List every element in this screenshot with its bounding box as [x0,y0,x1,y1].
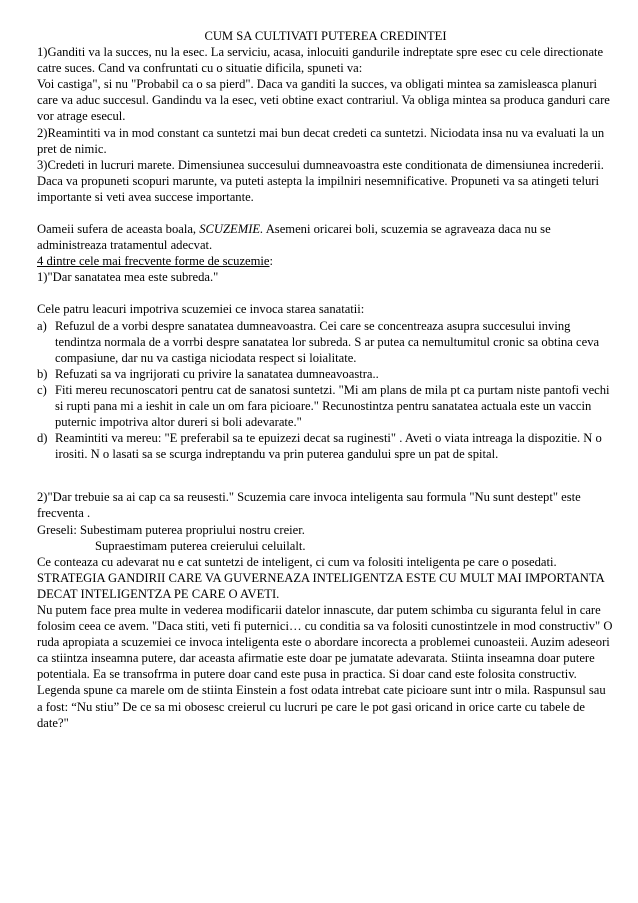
list-marker: c) [37,382,47,397]
list-item [37,382,614,430]
list-marker: a) [37,318,47,333]
spacer [37,285,614,301]
disease-word: SCUZEMIE. [199,222,264,237]
mistakes-line-2: Supraestimam puterea creierului celuilalt. [95,538,306,553]
strategy-paragraph: STRATEGIA GANDIRII CARE VA GUVERNEAZA INTELIGENTZA ESTE CU MULT MAI IMPORTANTA DECAT INTELIGENTZA PE CARE O AVETI. [37,570,604,601]
disease-paragraph [37,221,614,253]
intro-paragraph-4: 3)Credeti in lucruri marete. Dimensiunea succesului dumneavoastra este conditionata de dimensiunea increderii. Daca va propuneti scopuri marunte, va puteti astepta la impilniri nesemnificative. Propuneti va sa atingeti teluri importante si veti avea succese importante. [37,157,604,204]
einstein-legend-paragraph: Legenda spune ca marele om de stiinta Einstein a fost odata intrebat cate picioare sunt intr o mila. Raspunsul sau a fost: “Nu stiu” De ce sa mi obosesc creierul cu lucruri pe care le pot gasi oricand in orice carte cu tabele de date?" [37,683,606,730]
disease-text-after: Asemeni oricarei boli, scuzemia se agraveaza daca nu se administreaza tratamentul adecvat. [37,222,551,253]
list-item-text: Reamintiti va mereu: "E preferabil sa te epuizezi decat sa ruginesti" . Aveti o viata intreaga la dispozitie. N o irositi. N o lasati sa se scurga indreptandu va prin puterea gandului spre un pat de spital. [55,431,602,462]
intro-paragraph-1: 1)Ganditi va la succes, nu la esec. La serviciu, acasa, inlocuiti gandurile indreptate spre esec cu cele directionate catre suces. Cand va confruntati cu o situatie dificila, spuneti va: [37,45,604,76]
intro-paragraph-3: 2)Reamintiti va in mod constant ca suntetzi mai bun decat credeti ca suntetzi. Niciodata insa nu va evaluati la un pret de nimic. [37,125,605,156]
spacer [37,462,614,489]
mistakes-line-1: Greseli: Subestimam puterea propriului nostru creier. [37,522,305,537]
what-counts-paragraph: Ce conteaza cu adevarat nu e cat suntetzi de inteligent, ci cum va folositi inteligenta pe care o posedati. [37,554,557,569]
excuse-health: 1)"Dar sanatatea mea este subreda." [37,270,219,285]
intro-paragraph-2: Voi castiga", si nu "Probabil ca o sa pierd". Daca va ganditi la succes, va obligati mintea sa zamisleasca planuri care va aduc succesul. Gandindu va la esec, veti obtine exact contrariul. Va obliga mintea sa produca ganduri care vor atrage esecul. [37,77,610,124]
page-title: CUM SA CULTIVATI PUTEREA CREDINTEI [204,29,447,43]
knowledge-paragraph: Nu putem face prea multe in vederea modificarii datelor innascute, dar putem schimba cu siguranta felul in care folosim ceea ce avem. "Daca stiti, veti fi puternici… cu conditia sa va folositi cunostintzele in mod constructiv" O ruda apropiata a scuzemiei ce invoca inteligenta este o abordare incorecta a problemei cunoasteii. Auzim adeseori ca stiintza inseamna putere, dar aceasta afirmatie este doar pe jumatate adevarata. Stiinta inseamna doar putere potentiala. Ea se transofrma in putere doar cand este pusa in practica. Si doar cand este folosita constructiv. [37,603,613,682]
excuse-intelligence: 2)"Dar trebuie sa ai cap ca sa reusesti." Scuzemia care invoca inteligenta sau formula "Nu sunt destept" este frecventa . [37,490,581,521]
list-item [37,366,614,382]
list-item-text: Fiti mereu recunoscatori pentru cat de sanatosi suntetzi. "Mi am plans de mila pt ca purtam niste pantofi vechi si rupti pana mi a ieshit in cale un om fara picioare." Recunostintza pentru sanatatea actuala este un vaccin puternic impotriva altor dureri si boli adevarate." [55,382,610,430]
remedies-heading: Cele patru leacuri impotriva scuzemiei ce invoca starea sanatatii: [37,302,365,317]
list-item-text: Refuzati sa va ingrijorati cu privire la sanatatea dumneavoastra.. [55,366,379,381]
list-item-text: Refuzul de a vorbi despre sanatatea dumneavoastra. Cei care se concentreaza asupra succesului inving tendintza normala de a vorrbi despre sanatatea lor subreda. S ar putea ca nemultumitul cronic sa obtina ceva compasiune, dar nu va castiga niciodata respect si loialitate. [55,318,600,365]
forms-heading-colon: : [269,254,274,269]
list-marker: b) [37,366,48,381]
forms-heading-text: 4 dintre cele mai frecvente forme de scuzemie [37,254,270,269]
forms-heading [37,253,614,269]
list-item [37,318,614,366]
list-marker: d) [37,431,48,446]
list-item [37,430,614,462]
spacer [37,205,614,221]
remedies-list [37,318,614,463]
disease-text-before: Oameii sufera de aceasta boala, [37,222,200,237]
